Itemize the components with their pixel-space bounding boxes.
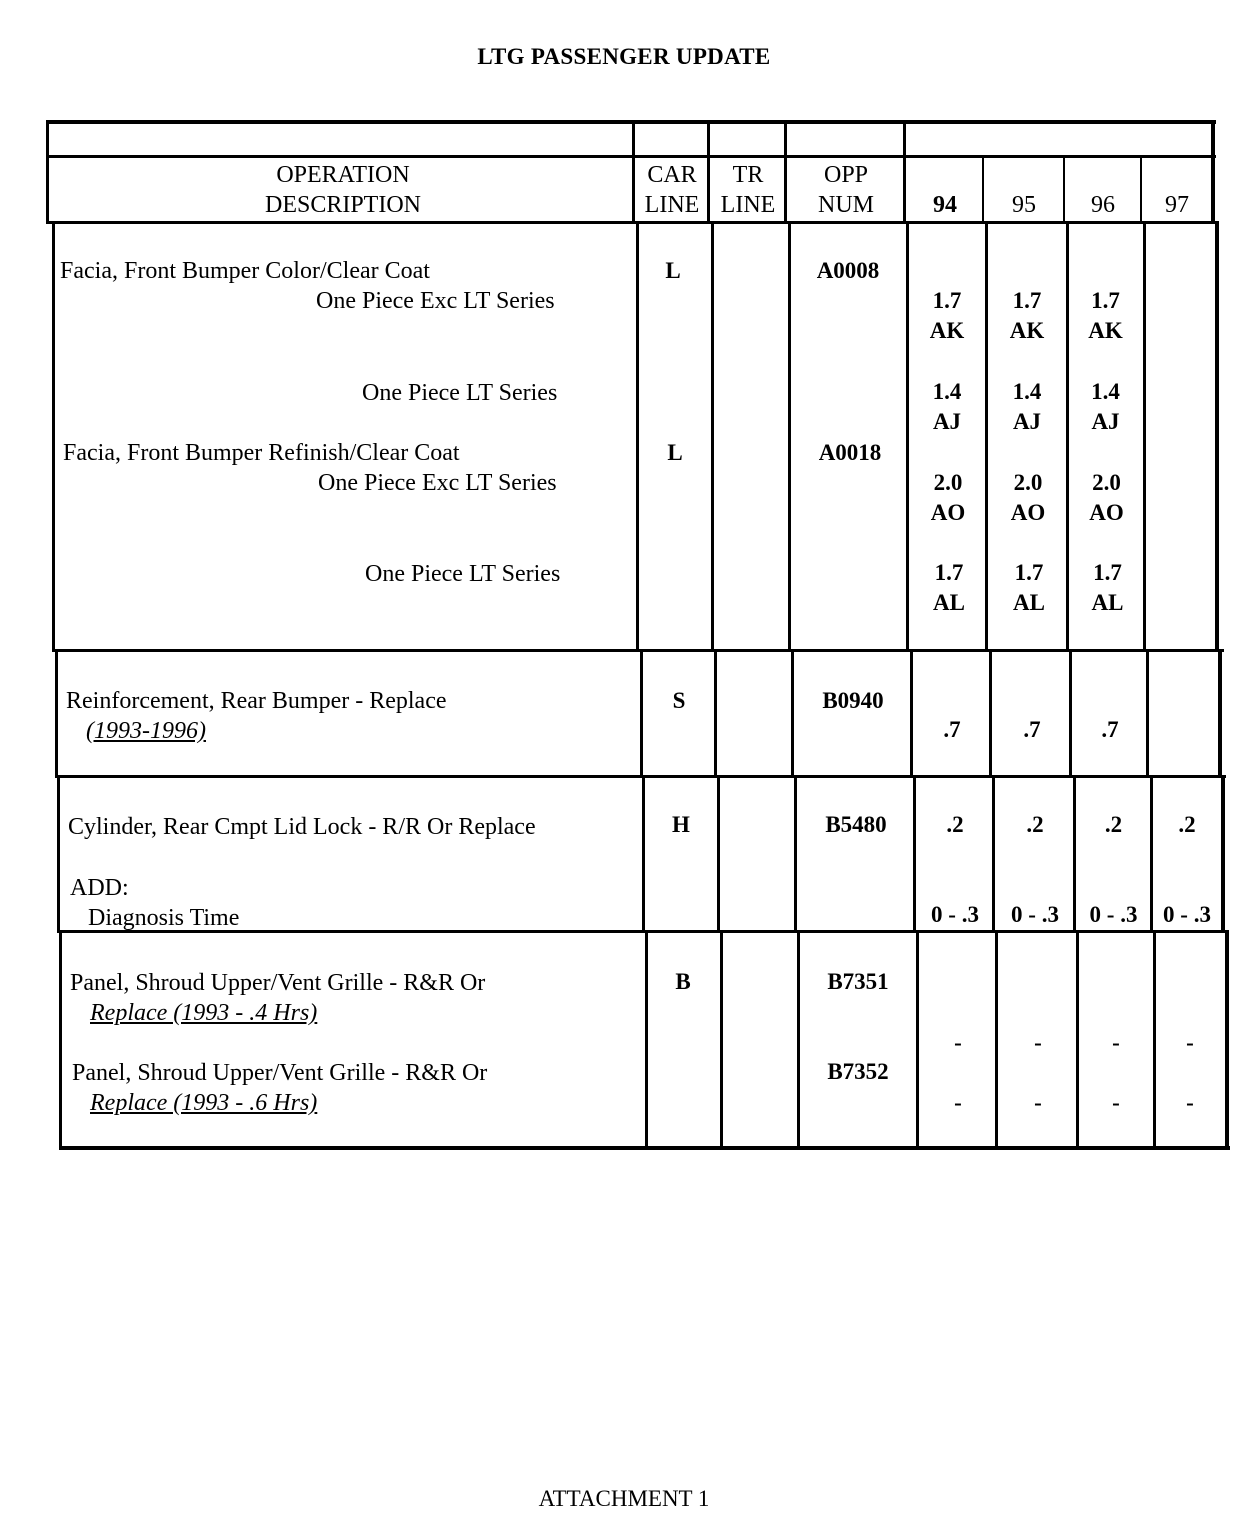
g1-r3-95-code: AO xyxy=(1010,500,1046,525)
g1-r2-96-code: AJ xyxy=(1091,409,1120,434)
g1-r3-96-code: AO xyxy=(1089,500,1124,525)
g1-sub-1: One Piece Exc LT Series xyxy=(316,288,555,314)
header-tr: TR xyxy=(732,162,764,188)
g1-car-1: L xyxy=(665,258,681,283)
g4-r1-95: - xyxy=(1034,1030,1042,1055)
g3-95: .2 xyxy=(1026,812,1044,837)
g3-car: H xyxy=(672,812,690,837)
g2-car: S xyxy=(672,688,686,713)
g1-r1-94-value: 1.7 xyxy=(932,288,962,313)
g2-note: (1993-1996) xyxy=(86,718,206,744)
g4-r2-97: - xyxy=(1186,1090,1194,1115)
g4-r2-94: - xyxy=(954,1090,962,1115)
g3-94: .2 xyxy=(946,812,964,837)
g1-r2-95-code: AJ xyxy=(1012,409,1042,434)
g1-r4-96-value: 1.7 xyxy=(1093,560,1122,585)
g1-r2-94-code: AJ xyxy=(932,409,962,434)
header-tr-line: LINE xyxy=(720,192,776,218)
g1-r3-94-code: AO xyxy=(930,500,966,525)
g4-opp-2: B7352 xyxy=(827,1059,889,1084)
g3-diag-96: 0 - .3 xyxy=(1089,902,1138,927)
g3-add: ADD: xyxy=(70,875,129,901)
header-num: NUM xyxy=(817,192,874,218)
g1-r1-96-code: AK xyxy=(1088,318,1123,343)
g1-r4-94-value: 1.7 xyxy=(934,560,964,585)
g1-opp-1: A0008 xyxy=(816,258,880,283)
g4-note-1: Replace (1993 - .4 Hrs) xyxy=(90,1000,318,1026)
g1-r3-94-value: 2.0 xyxy=(933,470,963,495)
g4-car: B xyxy=(675,969,691,994)
g2-desc: Reinforcement, Rear Bumper - Replace xyxy=(66,688,447,714)
attachment-label: ATTACHMENT 1 xyxy=(538,1486,710,1511)
header-year-94: 94 xyxy=(933,192,957,218)
g3-diag-97: 0 - .3 xyxy=(1163,902,1211,927)
g3-diag-94: 0 - .3 xyxy=(931,902,979,927)
g1-r2-94-value: 1.4 xyxy=(932,379,962,404)
g1-r3-95-value: 2.0 xyxy=(1013,470,1043,495)
g1-r1-96-value: 1.7 xyxy=(1091,288,1120,313)
g3-diag-95: 0 - .3 xyxy=(1011,902,1059,927)
g3-97: .2 xyxy=(1178,812,1196,837)
g4-r1-96: - xyxy=(1112,1030,1120,1055)
g1-sub-3: One Piece Exc LT Series xyxy=(318,470,557,496)
g1-opp-2: A0018 xyxy=(818,440,882,465)
g1-car-2: L xyxy=(667,440,683,465)
header-year-95: 95 xyxy=(1012,192,1036,218)
g1-r2-95-value: 1.4 xyxy=(1012,379,1042,404)
g1-r4-96-code: AL xyxy=(1091,590,1124,615)
g1-r1-94-code: AK xyxy=(929,318,965,343)
g4-r1-94: - xyxy=(954,1030,962,1055)
g3-diag: Diagnosis Time xyxy=(88,905,240,931)
header-operation: OPERATION xyxy=(276,162,410,188)
g2-95: .7 xyxy=(1023,717,1041,742)
g2-opp: B0940 xyxy=(822,688,884,713)
header-year-96: 96 xyxy=(1091,192,1115,218)
g1-desc-1: Facia, Front Bumper Color/Clear Coat xyxy=(60,258,430,284)
g4-r2-95: - xyxy=(1034,1090,1042,1115)
document-title: LTG PASSENGER UPDATE xyxy=(477,44,771,69)
g4-opp-1: B7351 xyxy=(827,969,889,994)
header-opp: OPP xyxy=(823,162,869,188)
g1-r4-94-code: AL xyxy=(933,590,965,615)
header-description: DESCRIPTION xyxy=(264,192,421,218)
g1-r4-95-value: 1.7 xyxy=(1014,560,1044,585)
g1-r3-96-value: 2.0 xyxy=(1092,470,1121,495)
header-car: CAR xyxy=(647,162,697,188)
g1-sub-2: One Piece LT Series xyxy=(362,380,558,406)
g3-desc: Cylinder, Rear Cmpt Lid Lock - R/R Or Replace xyxy=(68,814,536,840)
g1-desc-2: Facia, Front Bumper Refinish/Clear Coat xyxy=(63,440,460,466)
g4-desc-1: Panel, Shroud Upper/Vent Grille - R&R Or xyxy=(70,970,486,996)
g4-r2-96: - xyxy=(1112,1090,1120,1115)
header-car-line: LINE xyxy=(644,192,700,218)
g1-r2-96-value: 1.4 xyxy=(1091,379,1120,404)
g4-desc-2: Panel, Shroud Upper/Vent Grille - R&R Or xyxy=(72,1060,488,1086)
g2-94: .7 xyxy=(943,717,961,742)
g3-opp: B5480 xyxy=(825,812,887,837)
g2-96: .7 xyxy=(1101,717,1119,742)
g1-r1-95-code: AK xyxy=(1009,318,1045,343)
g4-note-2: Replace (1993 - .6 Hrs) xyxy=(90,1090,318,1116)
g1-r1-95-value: 1.7 xyxy=(1012,288,1042,313)
header-year-97: 97 xyxy=(1165,192,1189,218)
g3-96: .2 xyxy=(1104,812,1123,837)
g1-r4-95-code: AL xyxy=(1013,590,1045,615)
g4-r1-97: - xyxy=(1186,1030,1194,1055)
g1-sub-4: One Piece LT Series xyxy=(365,561,561,587)
